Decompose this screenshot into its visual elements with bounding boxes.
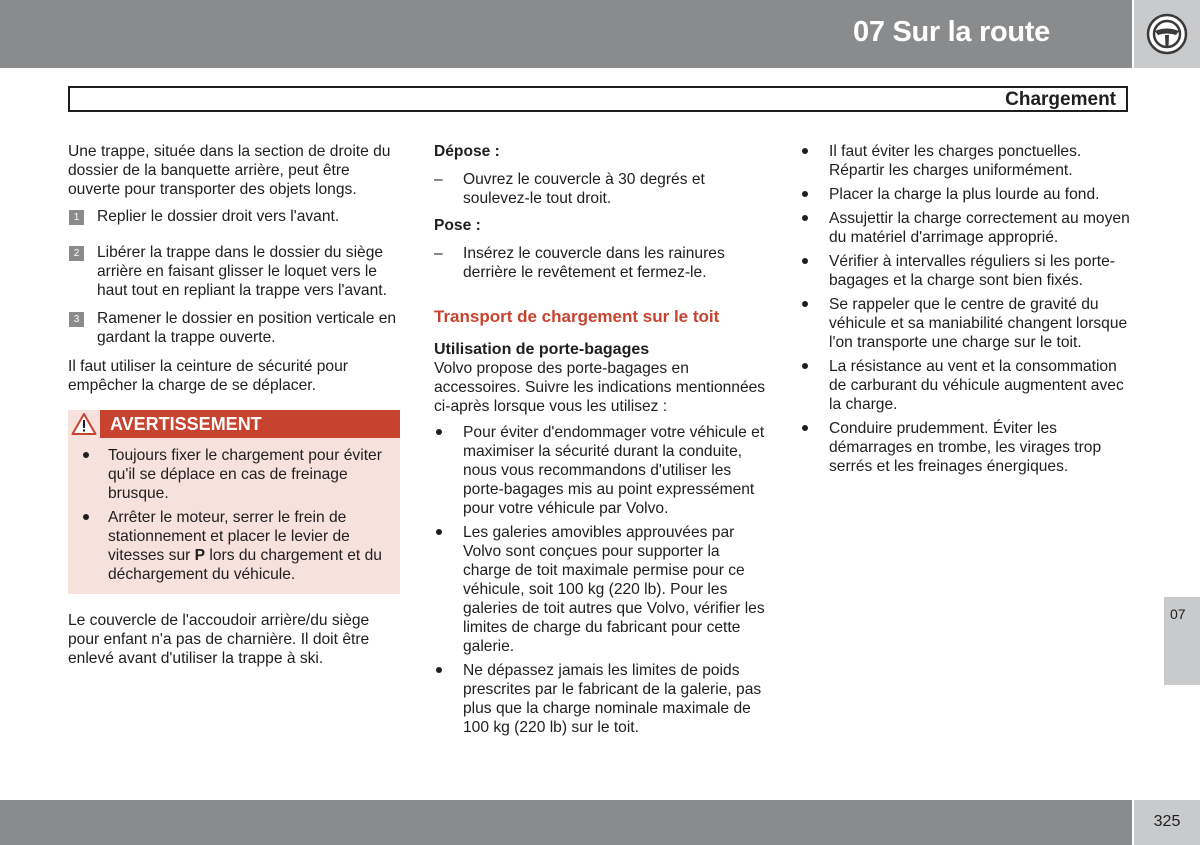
warning-item-text-part: Arrêter le moteur, serrer le frein de stationnement et placer le levier de vitesses sur [108,509,350,564]
warning-item [68,446,386,503]
step-number-3: 3 [69,312,84,327]
list-item-text: Assujettir la charge correctement au moyen du matériel d'arrimage approprié. [829,210,1130,246]
page-number-box [1134,800,1200,845]
list-item-text: Conduire prudemment. Éviter les démarrages en trombe, les virages trop serrés et les freinages énergiques. [829,420,1102,475]
bullet-dot [802,191,808,197]
depose-item-text: Ouvrez le couvercle à 30 degrés et soulevez-le tout droit. [463,171,705,207]
step-number-1: 1 [69,210,84,225]
chapter-icon-box [1134,0,1200,68]
list-item [800,209,1132,247]
bullet-dot [802,258,808,264]
bullet-dot [802,363,808,369]
step-text-2: Libérer la trappe dans le dossier du siège arrière en faisant glisser le loquet vers le haut tout en repliant la trappe vers l'avant. [97,244,387,299]
step-text-3: Ramener le dossier en position verticale en gardant la trappe ouverte. [97,310,397,346]
list-item-text: Vérifier à intervalles réguliers si les porte-bagages et la charge sont bien fixés. [829,253,1115,289]
list-item-text: Les galeries amovibles approuvées par Volvo sont conçues pour supporter la charge de toit maximale permise pour ce véhicule, soit 100 kg (220 lb). Pour les galeries de toit autres que Volvo, vérifier les limites de charge du fabricant pour cette galerie. [463,524,765,655]
header-bar [0,0,1132,68]
armrest-paragraph: Le couvercle de l'accoudoir arrière/du siège pour enfant n'a pas de charnière. Il doit être enlevé avant d'utiliser la trappe à ski. [68,612,370,667]
section-title-box [68,86,1128,112]
chapter-tab[interactable] [1164,597,1200,685]
dash-mark: – [434,245,443,262]
list-item [800,142,1132,180]
bullet-dot [802,215,808,221]
list-item-text: Se rappeler que le centre de gravité du véhicule et sa maniabilité changent lorsque l'on transporte une charge sur le toit. [829,296,1128,351]
steering-wheel-icon [1146,13,1188,55]
list-item-text: Pour éviter d'endommager votre véhicule et maximiser la sécurité durant la conduite, nous vous recommandons d'utiliser les porte-bagages mis au point expressément pour votre véhicule par Volvo. [463,424,765,517]
warning-header [68,410,400,438]
section-title: Chargement [1005,89,1116,110]
page-number: 325 [1153,813,1181,830]
bullet-dot [436,667,442,673]
warning-item-text-part: lors du chargement et du déchargement du véhicule. [108,547,382,583]
list-item [800,295,1132,352]
bullet-dot [436,429,442,435]
warning-triangle-icon [71,412,97,436]
roof-rack-list [434,423,766,737]
chapter-tab-label: 07 [1170,606,1186,622]
list-item-text: Il faut éviter les charges ponctuelles. Répartir les charges uniformément. [829,143,1082,179]
list-item [800,252,1132,290]
list-item [434,661,766,737]
step-1 [68,207,400,226]
depose-item [434,170,766,208]
list-item [800,357,1132,414]
dash-mark: – [434,171,443,188]
column-3 [800,142,1132,476]
warning-item-text: Toujours fixer le chargement pour éviter qu'il se déplace en cas de freinage brusque. [108,447,382,502]
bullet-dot [436,529,442,535]
column-2 [434,142,766,737]
list-item-text: Placer la charge la plus lourde au fond. [829,186,1100,203]
list-item [434,523,766,656]
pose-item-text: Insérez le couvercle dans les rainures derrière le revêtement et fermez-le. [463,245,725,281]
warning-item-text [108,508,386,584]
depose-label: Dépose : [434,143,500,160]
step-number-2: 2 [69,246,84,261]
step-text-1: Replier le dossier droit vers l'avant. [97,208,340,225]
chapter-title: 07 Sur la route [853,16,1050,48]
seatbelt-note: Il faut utiliser la ceinture de sécurité pour empêcher la charge de se déplacer. [68,358,348,394]
step-3 [68,309,400,347]
bullet-dot [802,301,808,307]
footer-bar [0,800,1132,845]
list-item [800,419,1132,476]
gear-p-label: P [194,547,206,564]
list-item [434,423,766,518]
column-1 [68,142,400,668]
pose-label: Pose : [434,217,481,234]
list-item [800,185,1132,204]
bullet-dot [83,514,89,520]
list-item-text: La résistance au vent et la consommation de carburant du véhicule augmentent avec la charge. [829,358,1124,413]
warning-title: AVERTISSEMENT [110,414,262,434]
usage-heading: Utilisation de porte-bagages [434,341,650,358]
bullet-dot [83,452,89,458]
bullet-dot [802,148,808,154]
warning-box [68,410,400,594]
roof-transport-heading: Transport de chargement sur le toit [434,307,720,326]
usage-intro: Volvo propose des porte-bagages en accessoires. Suivre les indications mentionnées ci-après lorsque vous les utilisez : [434,360,766,415]
intro-paragraph: Une trappe, située dans la section de droite du dossier de la banquette arrière, peut être ouverte pour transporter des objets longs. [68,143,391,198]
list-item-text: Ne dépassez jamais les limites de poids prescrites par le fabricant de la galerie, pas plus que la charge nominale maximale de 100 kg (220 lb) sur le toit. [463,662,762,736]
step-2 [68,243,400,300]
warning-item [68,508,386,584]
warning-icon-cell [68,410,100,438]
bullet-dot [802,425,808,431]
warning-list [68,438,400,594]
pose-item [434,244,766,282]
